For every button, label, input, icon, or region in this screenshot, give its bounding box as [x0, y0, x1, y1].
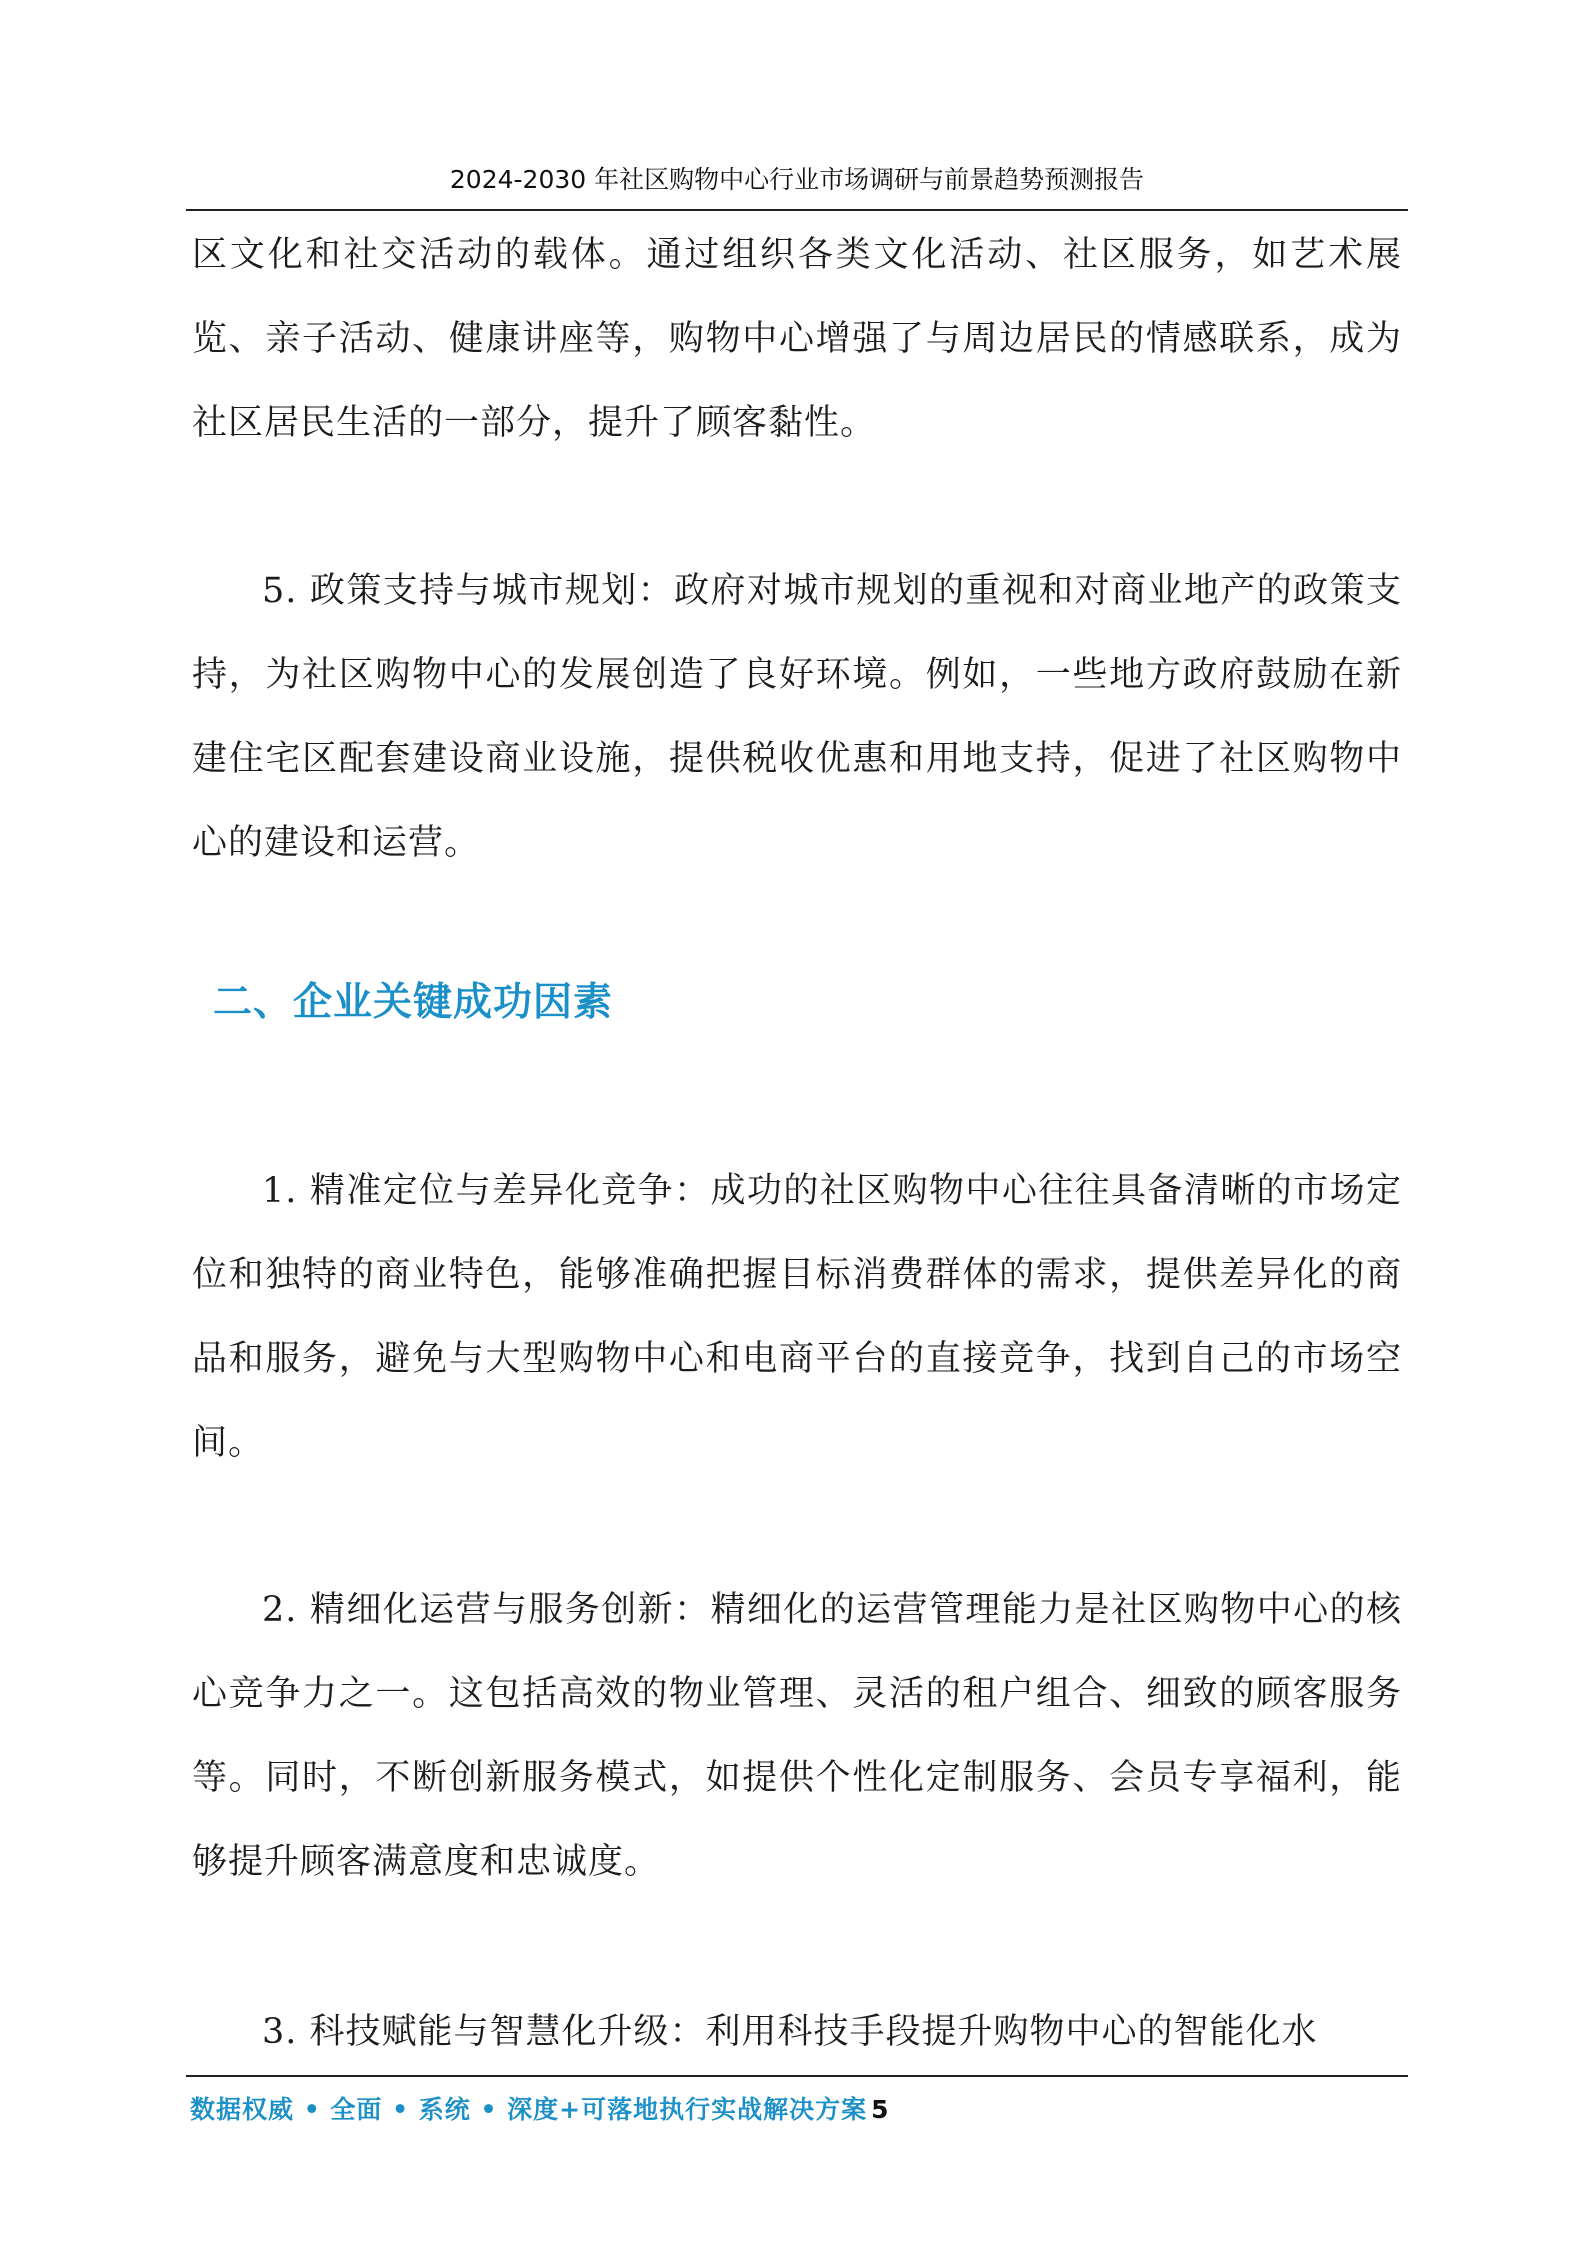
page-footer: [190, 2092, 890, 2128]
paragraph-continued: 区文化和社交活动的载体。通过组织各类文化活动、社区服务，如艺术展览、亲子活动、健康讲座等，购物中心增强了与周边居民的情感联系，成为社区居民生活的一部分，提升了顾客黏性。: [192, 235, 1402, 443]
paragraph-item-5-policy: 5. 政策支持与城市规划：政府对城市规划的重视和对商业地产的政策支持，为社区购物中心的发展创造了良好环境。例如，一些地方政府鼓励在新建住宅区配套建设商业设施，提供税收优惠和用地支持，促进了社区购物中心的建设和运营。: [192, 571, 1402, 863]
section-heading: 二、企业关键成功因素: [213, 980, 614, 1025]
paragraph-item-2-operations: 2. 精细化运营与服务创新：精细化的运营管理能力是社区购物中心的核心竞争力之一。这包括高效的物业管理、灵活的租户组合、细致的顾客服务等。同时，不断创新服务模式，如提供个性化定制服务、会员专享福利，能够提升顾客满意度和忠诚度。: [192, 1590, 1402, 1882]
footer-slogan: 数据权威 • 全面 • 系统 • 深度+可落地执行实战解决方案: [190, 2095, 868, 2124]
page-header-title: 2024-2030 年社区购物中心行业市场调研与前景趋势预测报告: [449, 165, 1145, 194]
paragraph-item-3-technology: 3. 科技赋能与智慧化升级：利用科技手段提升购物中心的智能化水: [262, 2012, 1318, 2052]
header-divider: [186, 209, 1408, 211]
page-number: 5: [871, 2095, 890, 2124]
footer-divider: [186, 2075, 1408, 2077]
paragraph-item-1-positioning: 1. 精准定位与差异化竞争：成功的社区购物中心往往具备清晰的市场定位和独特的商业特色，能够准确把握目标消费群体的需求，提供差异化的商品和服务，避免与大型购物中心和电商平台的直接竞争，找到自己的市场空间。: [192, 1171, 1402, 1463]
